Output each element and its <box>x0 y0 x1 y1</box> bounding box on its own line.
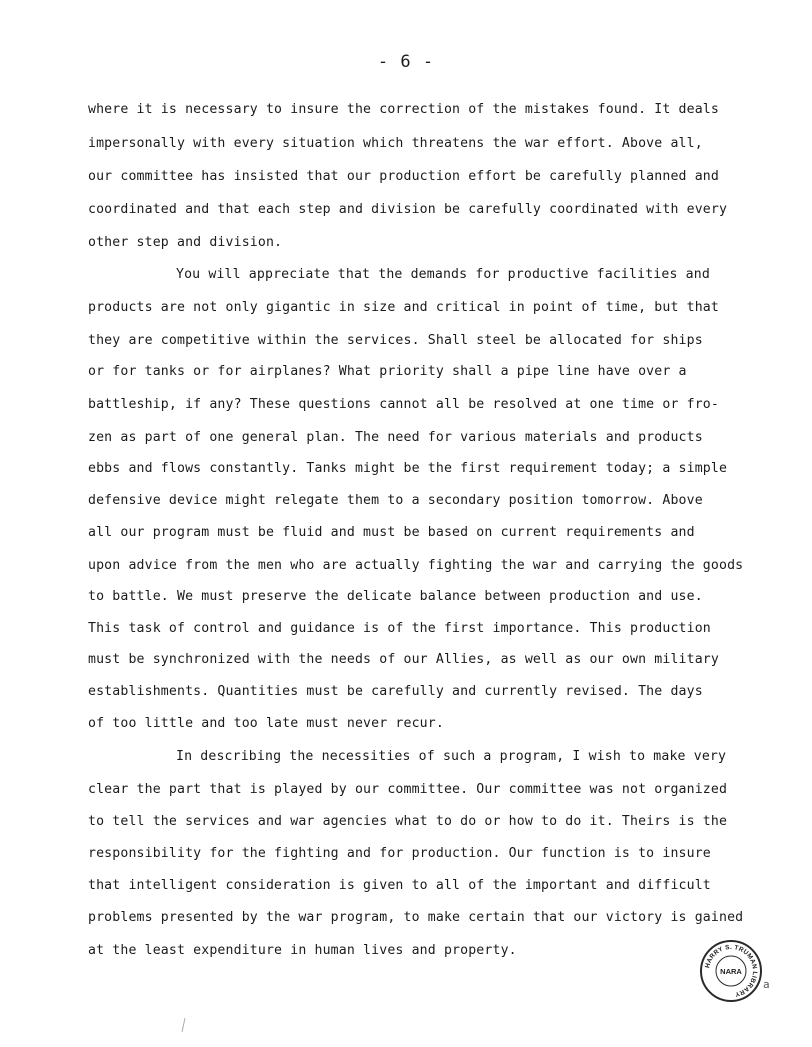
text-line: defensive device might relegate them to a secondary position tomorrow. Above <box>88 493 703 508</box>
text-line: that intelligent consideration is given to all of the important and difficult <box>88 878 711 893</box>
text-line: our committee has insisted that our production effort be carefully planned and <box>88 169 719 184</box>
text-line: This task of control and guidance is of the first importance. This production <box>88 621 711 636</box>
text-line: coordinated and that each step and division be carefully coordinated with every <box>88 202 728 217</box>
text-line: battleship, if any? These questions cannot all be resolved at one time or fro- <box>88 397 719 412</box>
stray-mark <box>182 1018 186 1032</box>
text-line: all our program must be fluid and must be based on current requirements and <box>88 525 695 540</box>
library-stamp-icon <box>700 940 762 1002</box>
page-number: - 6 - <box>377 52 435 72</box>
stamp-graphic <box>700 940 762 1002</box>
text-line: clear the part that is played by our committee. Our committee was not organized <box>88 782 728 797</box>
text-line: problems presented by the war program, to make certain that our victory is gained <box>88 910 744 925</box>
text-line: responsibility for the fighting and for production. Our function is to insure <box>88 846 711 861</box>
text-line: ebbs and flows constantly. Tanks might be the first requirement today; a simple <box>88 461 728 476</box>
stamp-center-text: NARA <box>720 967 742 976</box>
text-line: where it is necessary to insure the correction of the mistakes found. It deals <box>88 102 719 117</box>
stamp-outer-text: HARRY S. TRUMAN LIBRARY <box>704 943 759 998</box>
text-line: to battle. We must preserve the delicate balance between production and use. <box>88 589 703 604</box>
text-line: zen as part of one general plan. The need for various materials and products <box>88 430 703 445</box>
text-line: they are competitive within the services. Shall steel be allocated for ships <box>88 333 703 348</box>
text-line: at the least expenditure in human lives and property. <box>88 943 517 958</box>
text-line: upon advice from the men who are actually fighting the war and carrying the goods <box>88 558 744 573</box>
text-line: other step and division. <box>88 235 283 250</box>
text-line: establishments. Quantities must be carefully and currently revised. The days <box>88 684 703 699</box>
text-line: must be synchronized with the needs of our Allies, as well as our own military <box>88 652 719 667</box>
text-line: or for tanks or for airplanes? What priority shall a pipe line have over a <box>88 364 687 379</box>
text-line: to tell the services and war agencies what to do or how to do it. Theirs is the <box>88 814 728 829</box>
text-line: of too little and too late must never recur. <box>88 716 444 731</box>
text-line: You will appreciate that the demands for productive facilities and <box>176 267 710 282</box>
text-line: products are not only gigantic in size and critical in point of time, but that <box>88 300 719 315</box>
margin-mark: a <box>763 978 770 991</box>
text-line: impersonally with every situation which threatens the war effort. Above all, <box>88 136 703 151</box>
text-line: In describing the necessities of such a program, I wish to make very <box>176 749 727 764</box>
